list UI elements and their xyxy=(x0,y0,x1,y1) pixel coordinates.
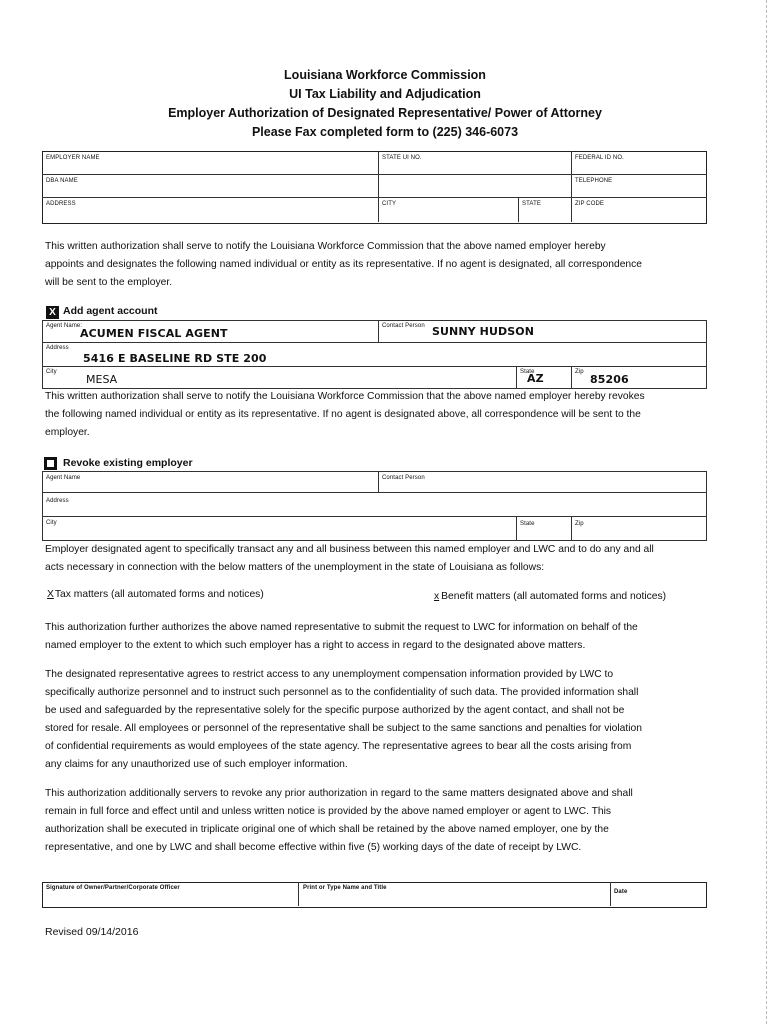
revoke-zip-field[interactable]: Zip xyxy=(575,521,584,527)
restrict-line-2: specifically authorize personnel and to instruct such personnel as to the confidentiality of such data. The provided information shall xyxy=(45,687,639,698)
form-title: Employer Authorization of Designated Representative/ Power of Attorney xyxy=(168,106,602,120)
contact-person-value[interactable]: SUNNY HUDSON xyxy=(432,325,535,338)
table-divider xyxy=(378,471,379,492)
restrict-line-1: The designated representative agrees to restrict access to any unemployment compensation information provided by LWC to xyxy=(45,669,614,680)
table-divider xyxy=(42,320,43,388)
revoke-address-field[interactable]: Address xyxy=(46,498,69,504)
table-divider xyxy=(42,366,707,367)
date-field[interactable]: Date xyxy=(614,889,628,895)
scope-line-2: acts necessary in connection with the below matters of the unemployment in the state of Louisiana as follows: xyxy=(45,562,545,573)
tax-matters-mark: X xyxy=(47,589,54,600)
table-divider xyxy=(516,516,517,540)
restrict-line-3: be used and safeguarded by the representative solely for the specific purpose authorized by the agent contact, and shall not be xyxy=(45,705,625,716)
benefit-matters-option[interactable] xyxy=(432,591,666,602)
state-label: State xyxy=(520,369,535,375)
table-divider xyxy=(378,320,379,342)
table-divider xyxy=(42,471,43,540)
restrict-line-6: any claims for any unauthorized use of such employer information. xyxy=(45,759,348,770)
table-divider xyxy=(42,174,707,175)
add-agent-checkbox[interactable]: X xyxy=(46,306,59,319)
address-field[interactable]: ADDRESS xyxy=(46,201,76,207)
state-ui-no-field[interactable]: STATE UI NO. xyxy=(382,155,422,161)
revoke-prior-line-2: remain in full force and effect until and unless written notice is provided by the above named employer or agent to LWC. This xyxy=(45,806,612,817)
revoke-city-field[interactable]: City xyxy=(46,520,57,526)
table-divider xyxy=(516,366,517,388)
table-divider xyxy=(42,516,707,517)
address-value[interactable]: 5416 E BASELINE RD STE 200 xyxy=(83,352,267,365)
tax-matters-option[interactable] xyxy=(46,589,264,600)
zip-code-field[interactable]: ZIP CODE xyxy=(575,201,605,207)
revoke-state-field[interactable]: State xyxy=(520,521,535,527)
intro-line-1: This written authorization shall serve to notify the Louisiana Workforce Commission that the above named employer hereby xyxy=(45,241,606,252)
scope-line-1: Employer designated agent to specifically transact any and all business between this named employer and LWC and to do any and all xyxy=(45,544,654,555)
scan-edge xyxy=(766,0,767,1024)
benefit-matters-label: Benefit matters (all automated forms and notices) xyxy=(441,591,667,602)
section-rule xyxy=(42,320,707,321)
table-divider xyxy=(42,342,707,343)
restrict-line-5: of confidential requirements as would employees of the state agency. The representative agrees to bear all the costs arising from xyxy=(45,741,632,752)
benefit-matters-mark: x xyxy=(434,591,440,602)
authorization-line-2: named employer to the extent to which such employer has a right to access in regard to the designated above matters. xyxy=(45,640,586,651)
federal-id-field[interactable]: FEDERAL ID NO. xyxy=(575,155,624,161)
table-divider xyxy=(610,882,611,906)
zip-value[interactable]: 85206 xyxy=(590,373,629,386)
zip-label: Zip xyxy=(575,369,584,375)
form-agency-title: Louisiana Workforce Commission xyxy=(284,68,486,82)
intro-line-2: appoints and designates the following named individual or entity as its representative. If no agent is designated, all correspondence xyxy=(45,259,643,270)
city-value[interactable]: MESA xyxy=(86,373,118,386)
table-divider xyxy=(298,882,299,906)
employer-name-field[interactable]: EMPLOYER NAME xyxy=(46,155,100,161)
revoke-contact-field[interactable]: Contact Person xyxy=(382,475,425,481)
form-division-title: UI Tax Liability and Adjudication xyxy=(289,87,481,101)
table-divider xyxy=(571,151,572,222)
state-value[interactable]: AZ xyxy=(527,372,544,385)
telephone-field[interactable]: TELEPHONE xyxy=(575,178,613,184)
city-label: City xyxy=(46,369,57,375)
revoke-employer-checkbox[interactable] xyxy=(44,457,57,470)
table-divider xyxy=(706,471,707,540)
revoke-agent-name-field[interactable]: Agent Name xyxy=(46,475,81,481)
section-rule xyxy=(42,471,707,472)
revised-date: Revised 09/14/2016 xyxy=(45,926,139,938)
table-divider xyxy=(571,366,572,388)
agent-name-value[interactable]: ACUMEN FISCAL AGENT xyxy=(80,327,228,340)
contact-person-label: Contact Person xyxy=(382,323,425,329)
revoke-line-3: employer. xyxy=(45,427,90,438)
revoke-line-1: This written authorization shall serve to notify the Louisiana Workforce Commission that the above named employer hereby revokes xyxy=(45,391,645,402)
tax-matters-label: Tax matters (all automated forms and notices) xyxy=(54,589,264,600)
authorization-line-1: This authorization further authorizes the above named representative to submit the request to LWC for information on behalf of the xyxy=(45,622,638,633)
table-divider xyxy=(42,492,707,493)
table-divider xyxy=(706,320,707,388)
signature-field[interactable]: Signature of Owner/Partner/Corporate Officer xyxy=(46,885,180,891)
agent-name-label: Agent Name: xyxy=(46,323,83,329)
employer-info-table xyxy=(42,151,707,224)
table-divider xyxy=(378,151,379,222)
revoke-prior-line-4: representative, and one by LWC and shall become effective within five (5) working days of the date of receipt by LWC. xyxy=(45,842,582,853)
state-field[interactable]: STATE xyxy=(522,201,541,207)
table-divider xyxy=(518,197,519,222)
dba-name-field[interactable]: DBA NAME xyxy=(46,178,78,184)
restrict-line-4: stored for resale. All employees or personnel of the representative shall be subject to the same sanctions and penalties for violation xyxy=(45,723,642,734)
revoke-line-2: the following named individual or entity as its representative. If no agent is designated above, all correspondence will be sent to the xyxy=(45,409,641,420)
table-divider xyxy=(42,197,707,198)
fax-instruction: Please Fax completed form to (225) 346-6073 xyxy=(251,125,519,139)
city-field[interactable]: CITY xyxy=(382,201,397,207)
print-name-field[interactable]: Print or Type Name and Title xyxy=(303,885,387,891)
revoke-heading: Revoke existing employer xyxy=(63,457,193,469)
revoke-prior-line-1: This authorization additionally servers to revoke any prior authorization in regard to the same matters designated above and shall xyxy=(45,788,633,799)
add-agent-heading: Add agent account xyxy=(63,305,158,317)
revoke-prior-line-3: authorization shall be executed in triplicate original one of which shall be retained by the above named employer, one by the xyxy=(45,824,609,835)
address-label: Address xyxy=(46,345,69,351)
table-divider xyxy=(571,516,572,540)
intro-line-3: will be sent to the employer. xyxy=(45,277,173,288)
